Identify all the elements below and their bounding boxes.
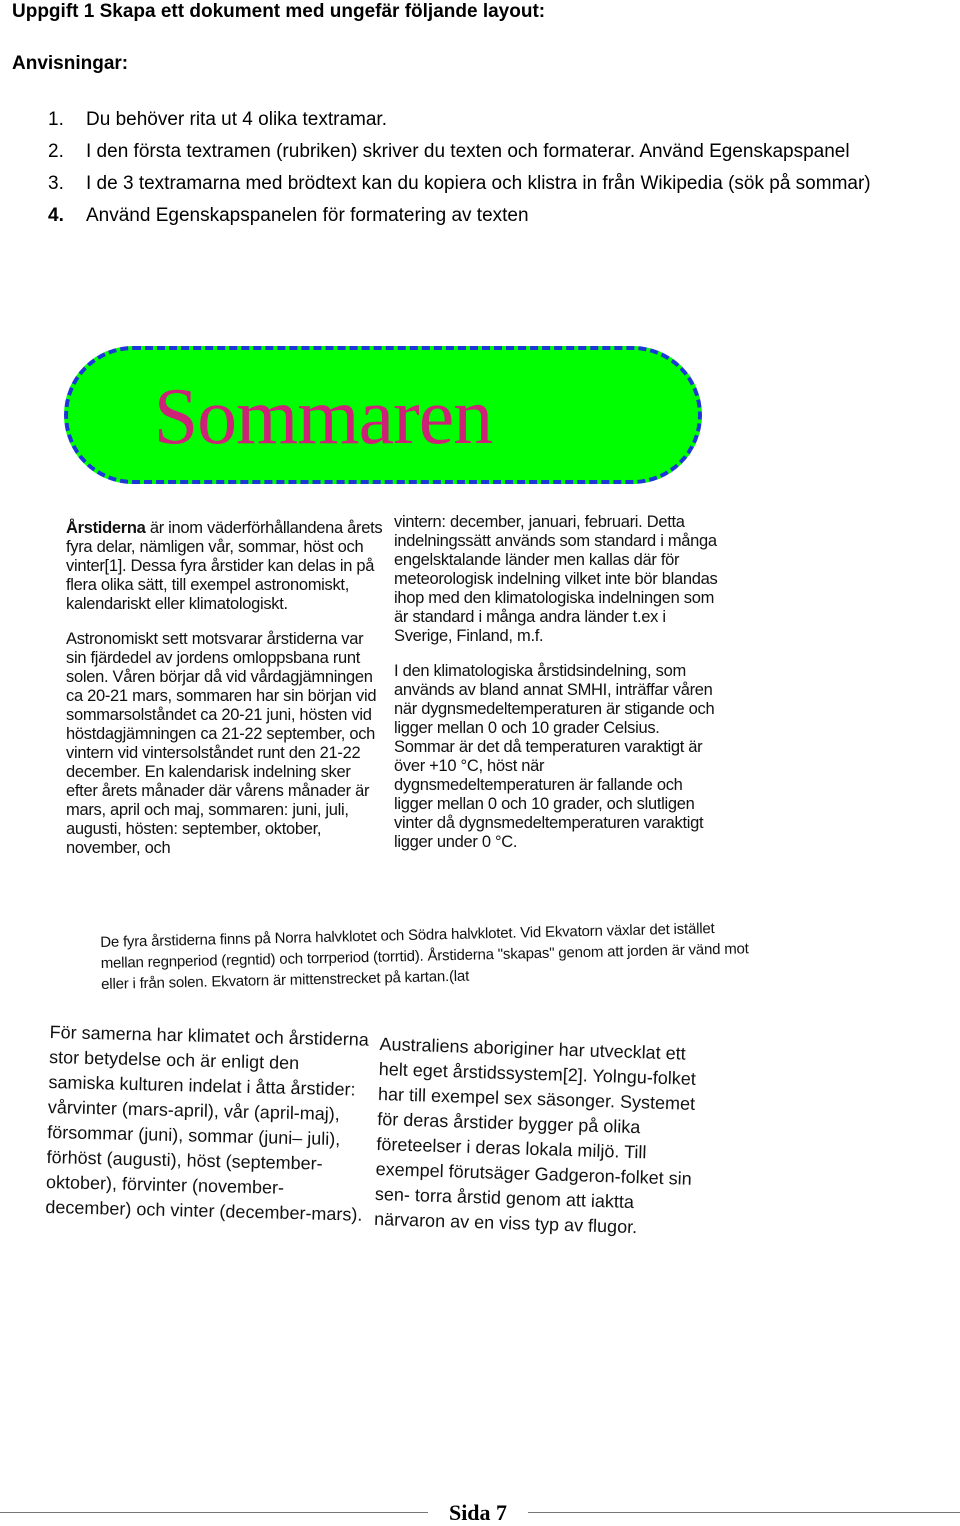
instruction-text: Du behöver rita ut 4 olika textramar. <box>86 109 387 130</box>
instruction-number: 3. <box>48 173 64 194</box>
instruction-text: I den första textramen (rubriken) skriver du texten och formaterar. Använd Egenskapspanel <box>86 141 850 162</box>
footer-divider-left <box>0 1512 428 1513</box>
page-number: Sida 7 <box>448 1500 508 1525</box>
paragraph <box>66 519 384 614</box>
text-frame-strip: De fyra årstiderna finns på Norra halvklotet och Södra halvklotet. Vid Ekvatorn växlar det istället mellan regnperiod (regntid) och torrperiod (torrtid). Årstiderna "skapas" genom att jorden är vänd mot eller i från solen. Ekvatorn är mittenstrecket på kartan.(lat <box>100 920 749 993</box>
paragraph: vintern: december, januari, februari. Detta indelningssätt används som standard i många engelsktalande länder men kallas där för meteorologisk indelning vilket inte bör blandas ihop med den klimatologiska indelningen som är standard i många andra länder t.ex i Sverige, Finland, m.f. <box>394 513 718 645</box>
text-frame-1 <box>66 519 384 874</box>
instructions-list <box>48 104 948 232</box>
text-frame-2 <box>394 513 724 868</box>
paragraph-text: är inom väderförhållandena årets fyra delar, nämligen vår, sommar, höst och vinter[1]. Dessa fyra årstider kan delas in på flera olika sätt, till exempel astronomiskt, kalendariskt eller klimatologiskt. <box>66 519 383 613</box>
text-frame-4: Australiens aboriginer har utvecklat ett helt eget årstidssystem[2]. Yolngu-folket har till exempel sex säsonger. Systemet för deras årstider bygger på olika företeelser i deras lokala miljö. Till exempel förutsäger Gadgeron-folket sin sen- torra årstid genom att iaktta närvaron av en viss typ av flugor. <box>373 1033 697 1238</box>
lead-term: Årstiderna <box>66 519 146 537</box>
instruction-number: 1. <box>48 109 64 130</box>
text-frame-3: För samerna har klimatet och årstiderna stor betydelse och är enligt den samiska kulturen indelat i åtta årstider: vårvinter (mars-april), vår (april-maj), försommar (juni), sommar (juni– juli), förhöst (augusti), höst (september-oktober), förvinter (november-december) och vinter (december-mars). <box>45 1021 369 1225</box>
instruction-item <box>48 136 948 168</box>
instruction-item <box>48 200 948 232</box>
instruction-item <box>48 104 948 136</box>
instruction-number: 2. <box>48 141 64 162</box>
title-banner <box>64 346 702 484</box>
instruction-number: 4. <box>48 205 64 226</box>
instructions-heading: Anvisningar: <box>12 53 129 74</box>
task-heading: Uppgift 1 Skapa ett dokument med ungefär följande layout: <box>12 1 546 22</box>
paragraph: Astronomiskt sett motsvarar årstiderna var sin fjärdedel av jordens omloppsbana runt solen. Våren börjar då vid vårdagjämningen ca 20-21 mars, sommaren har sin början vid sommarsolståndet ca 20-21 juni, hösten vid höstdagjämningen ca 21-22 september, och vintern vid vintersolståndet runt den 21-22 december. En kalendarisk indelning sker efter årets månader där vårens månader är mars, april och maj, sommaren: juni, juli, augusti, hösten: september, oktober, november, och <box>66 630 377 857</box>
instruction-text: Använd Egenskapspanelen för formatering av texten <box>86 205 529 226</box>
footer-divider-right <box>528 1512 960 1513</box>
banner-title: Sommaren <box>153 373 493 461</box>
paragraph: I den klimatologiska årstidsindelning, som används av bland annat SMHI, inträffar våren när dygnsmedeltemperaturen är stigande och ligger mellan 0 och 10 grader Celsius. Sommar är det då temperaturen varaktigt är över +10 °C, höst när dygnsmedeltemperaturen är fallande och ligger mellan 0 och 10 grader, och slutligen vinter då dygnsmedeltemperaturen varaktigt ligger under 0 °C. <box>394 662 715 851</box>
instruction-item <box>48 168 948 200</box>
instruction-text: I de 3 textramarna med brödtext kan du kopiera och klistra in från Wikipedia (sök på sommar) <box>86 173 871 194</box>
